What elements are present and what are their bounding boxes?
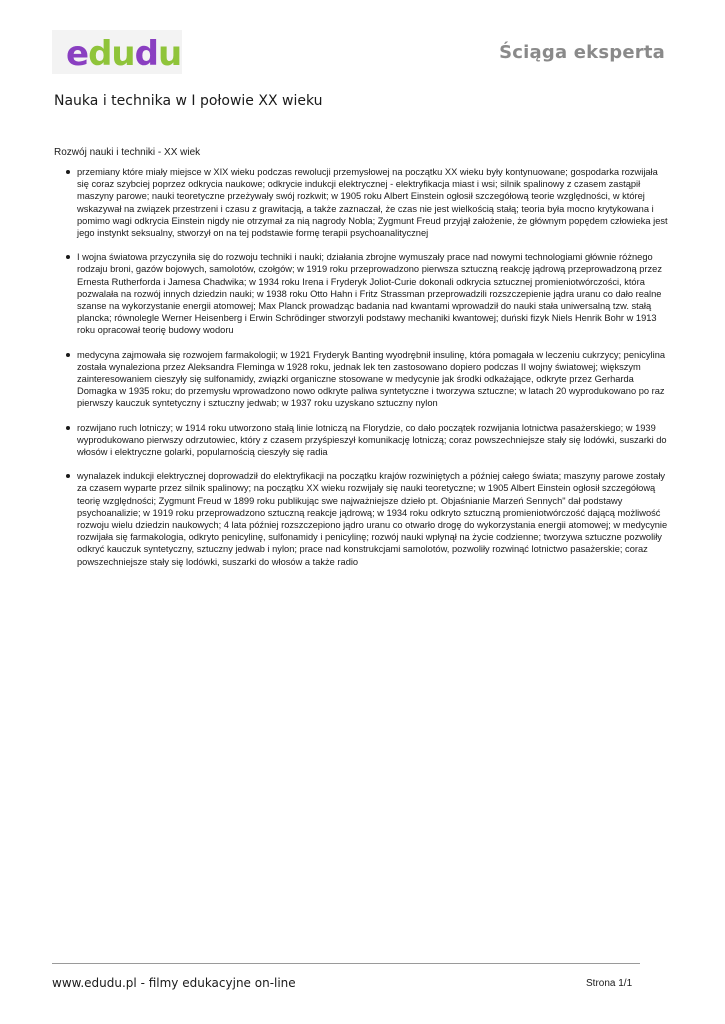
bullet-item: I wojna światowa przyczyniła się do rozwoju techniki i nauki; działania zbrojne wymuszały prace nad nowymi technologiami głównie różnego rodzaju broni, gazów bojowych, samolotów, czołgów; w 1919 roku przeprowadzono pierwsza sztuczną reakcję jądrową przeprowadzoną przez Ernesta Rutherforda i Jamesa Chadwika; w 1934 roku Irena i Fryderyk Joliot-Curie dokonali odkrycia sztucznej promieniotwórczości, która pozwalała na rozwój innych dziedzin nauki; w 1938 roku Otto Hahn i Fritz Strassman przeprowadzili rozszczepienie jądra uranu co dało realne szanse na wykorzystanie energii atomowej; Max Planck prowadząc badania nad kwantami wprowadził do nauki stała uniwersalną tzw. stałą plancka; równolegle Werner Heisenberg i Erwin Schrödinger stworzyli podstawy mechaniki kwantowej; duński fizyk Niels Henrik Bohr w 1913 roku opracował teorię budowy wodoru: [54, 251, 672, 336]
bullet-item: rozwijano ruch lotniczy; w 1914 roku utworzono stałą linie lotniczą na Florydzie, co dało początek rozwijania lotnictwa pasażerskiego; w 1939 wyprodukowano pierwszy odrzutowiec, który z czasem przyśpieszył komunikację lotniczą; coraz powszechniejsze stały się lodówki, suszarki do włosów i elektryczne golarki, popularnością cieszyły się radia: [54, 422, 672, 459]
page-header: [0, 0, 725, 80]
bullet-item: medycyna zajmowała się rozwojem farmakologii; w 1921 Fryderyk Banting wyodrębnił insulinę, która pomagała w leczeniu cukrzycy; penicylina została wynaleziona przez Aleksandra Fleminga w 1928 roku, jednak lek ten zastosowano dopiero podczas II wojny światowej; większym zainteresowaniem cieszyły się sulfonamidy, związki organiczne stosowane w medycynie jak środki odkażające, odkryte przez Gerharda Domagka w 1935 roku; do przemysłu wprowadzono nowo odkryte paliwa syntetyczne i tworzywa sztuczne; w latach 20 wyprodukowano po raz pierwszy kauczuk syntetyczny i sztuczny jedwab; w 1937 roku uzyskano sztuczny nylon: [54, 349, 672, 410]
edudu-logo[interactable]: [66, 34, 181, 74]
bullet-list: [54, 166, 672, 580]
logo-part-4: u: [157, 34, 182, 74]
logo-part-3: d: [134, 34, 158, 74]
bullet-item: wynalazek indukcji elektrycznej doprowadził do elektryfikacji na początku krajów rozwiniętych a później całego świata; maszyny parowe zostały za czasem wyparte przez silnik spalinowy; na początku XX wieku rozwijały się nauki teoretyczne; w 1905 Albert Einstein ogłosił szczegółową teorię względności; Zygmunt Freud w 1899 roku publikując swe najważniejsze dzieło pt. Objaśnianie Marzeń Sennych" dał podstawy psychoanalizie; w 1919 roku przeprowadzono sztuczną reakcje jądrową; w 1934 roku odkryto sztuczną promieniotwórczość dającą możliwość rozwoju wielu dziedzin naukowych; 4 lata później rozszczepiono jądro uranu co otwarło drogę do wykorzystania energii atomowej; w medycynie rozwijała się farmakologia, odkryto penicylinę, sulfonamidy i penicylinę; rozwój nauki wpłynął na życie codzienne; tworzywa sztuczne pozwoliły odkryć kauczuk syntetyczny, sztuczny jedwab i nylon; prace nad konstrukcjami samolotów, pozwoliły rozwinąć lotnictwo pasażerskie; coraz powszechniejsze stały się lodówki, suszarki do włosów a także radio: [54, 470, 672, 568]
section-subtitle: Rozwój nauki i techniki - XX wiek: [54, 147, 201, 158]
page-title: Nauka i technika w I połowie XX wieku: [54, 93, 323, 109]
logo-part-2: du: [88, 34, 135, 74]
bullet-item: przemiany które miały miejsce w XIX wieku podczas rewolucji przemysłowej na początku XX wieku były kontynuowane; gospodarka rozwijała się coraz szybciej poprzez odkrycia naukowe; odkrycie indukcji elektrycznej - elektryfikacja miast i wsi; silnik spalinowy z czasem zastąpił maszyny parowe; nauki teoretyczne przeżywały swój rozkwit; w 1905 roku Albert Einstein ogłosił szczegółową teorie względności, w której wskazywał na związek przestrzeni i czasu z grawitacją, a także zaznaczał, że czas nie jest wielkością stałą; teoria była mocno krytykowana i pomimo wagi odkrycia Einstein nigdy nie otrzymał za nią nagrody Nobla; Zygmunt Freud przyjął założenie, że głównym popędem człowieka jest jego instynkt seksualny, stworzył on na tej podstawie formę terapii psychoanalitycznej: [54, 166, 672, 239]
header-tagline: Ściąga eksperta: [499, 42, 665, 63]
footer-site-link[interactable]: www.edudu.pl - filmy edukacyjne on-line: [52, 976, 296, 990]
logo-part-1: e: [66, 34, 89, 74]
page-number: Strona 1/1: [586, 978, 633, 989]
footer-divider: [52, 963, 640, 964]
